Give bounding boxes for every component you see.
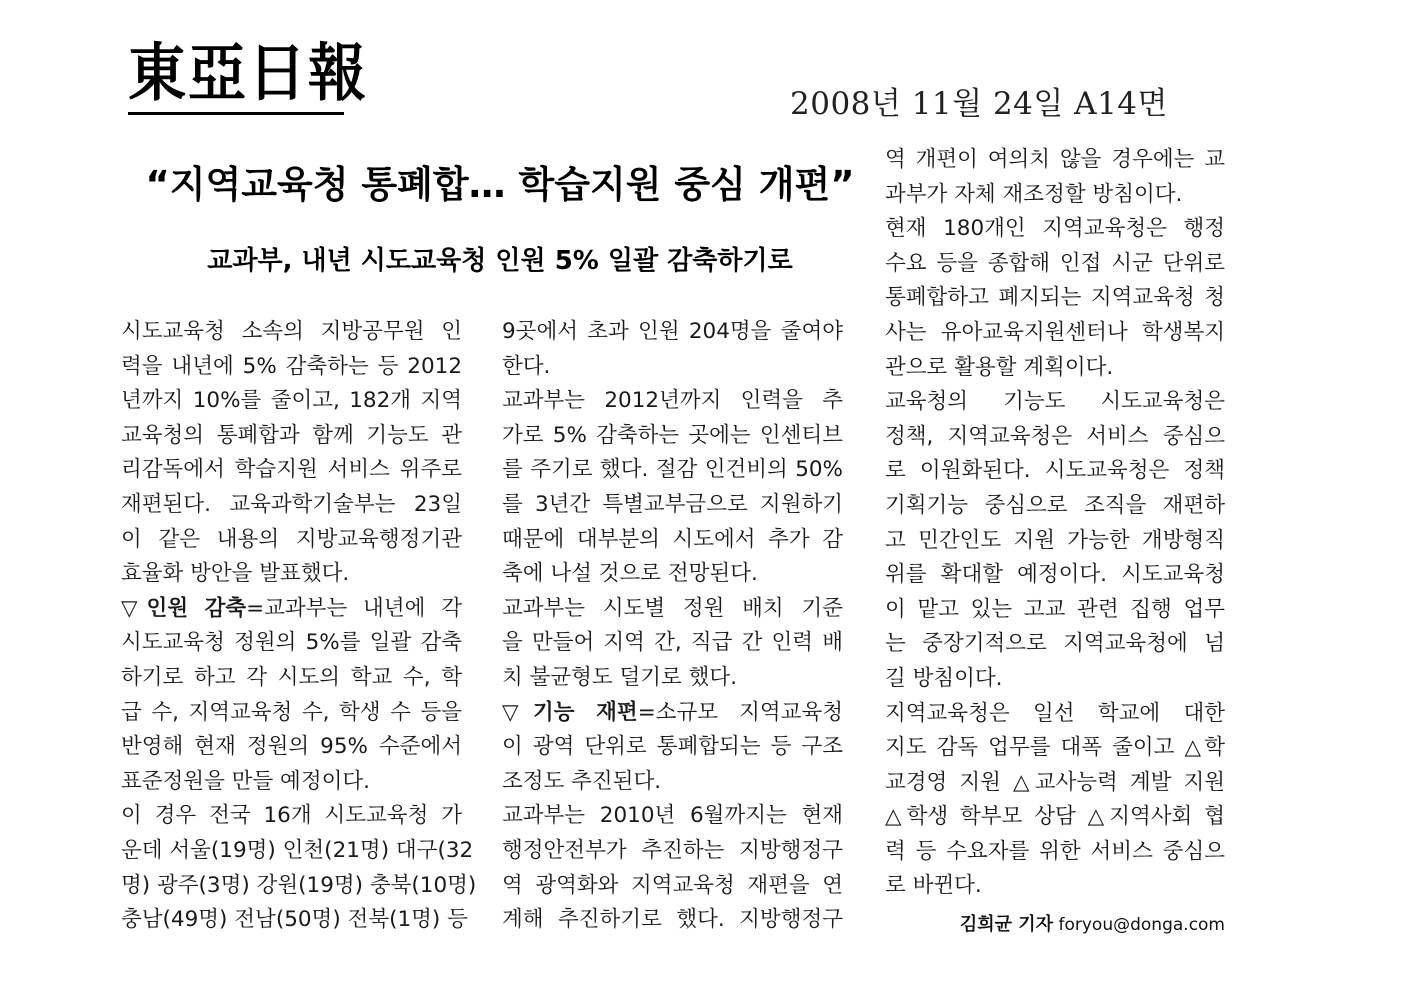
text-line: 시도교육청 소속의 지방공무원 인 <box>121 319 462 344</box>
text-line: 효율화 방안을 발표했다. <box>121 561 350 587</box>
section-marker: ▽인원 감축 <box>121 595 247 621</box>
text-line: 역 개편이 여의치 않을 경우에는 교 <box>885 147 1225 172</box>
text-line: 관으로 활용할 계획이다. <box>885 354 1114 380</box>
text-line: 표준정원을 만들 예정이다. <box>121 768 370 794</box>
text-line: 시도교육청 정원의 5%를 일괄 감축 <box>121 630 462 656</box>
text-line: 로 바뀐다. <box>885 873 982 899</box>
article-column-3 <box>885 143 1225 904</box>
text-line: 때문에 대부분의 시도에서 추가 감 <box>502 526 843 552</box>
text-line: 치 불균형도 덜기로 했다. <box>502 664 738 690</box>
article-headline: “지역교육청 통폐합… 학습지원 중심 개편” <box>145 163 855 206</box>
text-line: 반영해 현재 정원의 95% 수준에서 <box>121 734 462 760</box>
text-line: 교육청의 기능도 시도교육청은 <box>885 389 1225 415</box>
text-line: 력을 내년에 5% 감축하는 등 2012 <box>121 353 462 379</box>
article-column-2 <box>502 315 843 938</box>
text-line: 교과부는 2012년까지 인력을 추 <box>502 388 843 414</box>
text-line: 재편된다. 교육과학기술부는 23일 <box>121 491 462 517</box>
text-line: 통폐합하고 폐지되는 지역교육청 청 <box>885 285 1225 311</box>
text-line: 사는 유아교육지원센터나 학생복지 <box>885 319 1225 345</box>
text-line: 지도 감독 업무를 대폭 줄이고 △학 <box>885 735 1225 761</box>
text-line: 를 주기로 했다. 절감 인건비의 50% <box>502 457 843 483</box>
article-column-1 <box>121 315 477 938</box>
text-line: 역 광역화와 지역교육청 재편을 연 <box>502 872 843 898</box>
reporter-email: foryou@donga.com <box>1058 915 1225 935</box>
text-line: 계해 추진하기로 했다. 지방행정구 <box>502 907 843 933</box>
text-line: 력 등 수요자를 위한 서비스 중심으 <box>885 838 1225 864</box>
text-line: 한다. <box>502 353 551 379</box>
text-line: 현재 180개인 지역교육청은 행정 <box>885 216 1225 242</box>
text-line: 이 경우 전국 16개 시도교육청 가 <box>121 803 462 829</box>
text-line: 이 같은 내용의 지방교육행정기관 <box>121 526 462 552</box>
text-line: 9곳에서 초과 인원 204명을 줄여야 <box>502 319 843 344</box>
text-line: 가로 5% 감축하는 곳에는 인센티브 <box>502 422 843 448</box>
text-line: 로 이원화된다. 시도교육청은 정책 <box>885 458 1225 484</box>
text-line: 운데 서울(19명) 인천(21명) 대구(32 <box>121 837 474 863</box>
text-line: 축에 나설 것으로 전망된다. <box>502 561 758 587</box>
text-line: 정책, 지역교육청은 서비스 중심으 <box>885 423 1225 449</box>
text-line: △학생 학부모 상담 △지역사회 협 <box>885 804 1225 830</box>
text-line: 고 민간인도 지원 가능한 개방형직 <box>885 527 1225 553</box>
reporter-name: 김희균 기자 <box>959 914 1054 935</box>
text-line: 교과부는 시도별 정원 배치 기준 <box>502 595 843 621</box>
text-line: 교과부는 2010년 6월까지는 현재 <box>502 803 843 829</box>
text-line: 지역교육청은 일선 학교에 대한 <box>885 700 1225 726</box>
masthead-underline <box>128 112 344 115</box>
reporter-byline <box>885 910 1225 936</box>
text-line: 교경영 지원 △교사능력 계발 지원 <box>885 769 1225 795</box>
publication-date-page: 2008년 11월 24일 A14면 <box>790 86 1168 122</box>
text-line: 년까지 10%를 줄이고, 182개 지역 <box>121 388 462 414</box>
text-line: 충남(49명) 전남(50명) 전북(1명) 등 <box>121 907 468 933</box>
text-line: 조정도 추진된다. <box>502 768 662 794</box>
section-lead-line: ▽인원 감축=교과부는 내년에 각 <box>121 595 462 621</box>
text-line: 교육청의 통폐합과 함께 기능도 관 <box>121 422 462 448</box>
text-line: 리감독에서 학습지원 서비스 위주로 <box>121 457 462 483</box>
article-subheadline: 교과부, 내년 시도교육청 인원 5% 일괄 감축하기로 <box>207 246 793 276</box>
section-lead-line: ▽기능 재편=소규모 지역교육청 <box>502 699 843 725</box>
text-line: 이 광역 단위로 통폐합되는 등 구조 <box>502 734 843 760</box>
text-line: 과부가 자체 재조정할 방침이다. <box>885 181 1183 207</box>
text-line: 를 3년간 특별교부금으로 지원하기 <box>502 491 843 517</box>
text-line: 기획기능 중심으로 조직을 재편하 <box>885 492 1225 518</box>
text-line: 행정안전부가 추진하는 지방행정구 <box>502 837 843 863</box>
text-line: 는 중장기적으로 지역교육청에 넘 <box>885 631 1225 657</box>
text-line: 이 맡고 있는 고교 관련 집행 업무 <box>885 596 1225 622</box>
text-line: 수요 등을 종합해 인접 시군 단위로 <box>885 250 1225 276</box>
text-line: 명) 광주(3명) 강원(19명) 충북(10명) <box>121 872 477 898</box>
section-marker: ▽기능 재편 <box>502 699 638 725</box>
newspaper-masthead: 東亞日報 <box>128 36 369 110</box>
text-line: 하기로 하고 각 시도의 학교 수, 학 <box>121 664 462 690</box>
text-line: 급 수, 지역교육청 수, 학생 수 등을 <box>121 699 462 725</box>
text-line: 을 만들어 지역 간, 직급 간 인력 배 <box>502 630 843 656</box>
text-line: 길 방침이다. <box>885 665 1003 691</box>
text-line: 위를 확대할 예정이다. 시도교육청 <box>885 562 1225 588</box>
